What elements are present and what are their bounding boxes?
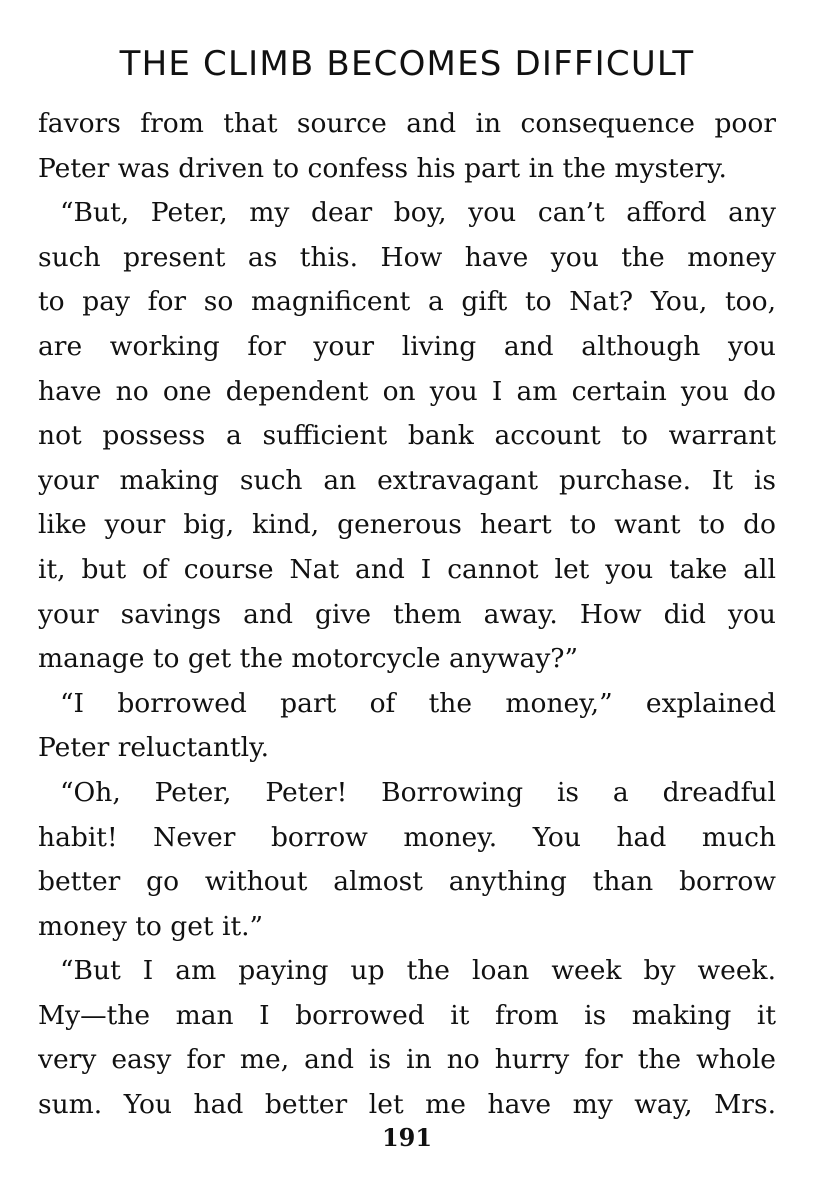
running-head: THE CLIMB BECOMES DIFFICULT [119, 44, 695, 84]
page-number: 191 [381, 1123, 433, 1152]
text-line: not possess a sufficient bank account to warrant [38, 420, 776, 452]
text-line: very easy for me, and is in no hurry for the whole [38, 1044, 776, 1076]
text-line: Peter was driven to confess his part in the mystery. [38, 152, 727, 184]
text-line: better go without almost anything than borrow [38, 866, 776, 898]
text-line: such present as this. How have you the money [38, 241, 776, 273]
text-line: “But, Peter, my dear boy, you can’t afford any [60, 197, 776, 229]
text-line: manage to get the motorcycle anyway?” [38, 643, 579, 675]
text-line: habit! Never borrow money. You had much [38, 821, 776, 853]
paragraph [38, 949, 776, 1127]
book-page [38, 0, 776, 1193]
text-line: to pay for so magnificent a gift to Nat? You, too, [38, 286, 776, 318]
text-line: “I borrowed part of the money,” explained [60, 687, 776, 719]
text-line: “But I am paying up the loan week by week. [60, 955, 776, 987]
text-line: have no one dependent on you I am certain you do [38, 375, 776, 407]
text-line: are working for your living and although you [38, 330, 776, 362]
text-line: My—the man I borrowed it from is making it [38, 999, 776, 1031]
paragraph [38, 771, 776, 949]
text-line: sum. You had better let me have my way, Mrs. [38, 1089, 776, 1121]
text-line: money to get it.” [38, 910, 264, 942]
paragraph [38, 682, 776, 771]
text-line: “Oh, Peter, Peter! Borrowing is a dreadful [60, 776, 776, 808]
paragraph [38, 102, 776, 191]
paragraph [38, 191, 776, 682]
text-line: your making such an extravagant purchase. It is [38, 464, 776, 496]
text-line: favors from that source and in consequence poor [38, 108, 776, 139]
text-line: Peter reluctantly. [38, 732, 269, 764]
body-text [38, 102, 776, 1128]
text-line: like your big, kind, generous heart to want to do [38, 509, 776, 541]
text-line: your savings and give them away. How did you [38, 598, 776, 630]
text-line: it, but of course Nat and I cannot let you take all [38, 553, 776, 585]
